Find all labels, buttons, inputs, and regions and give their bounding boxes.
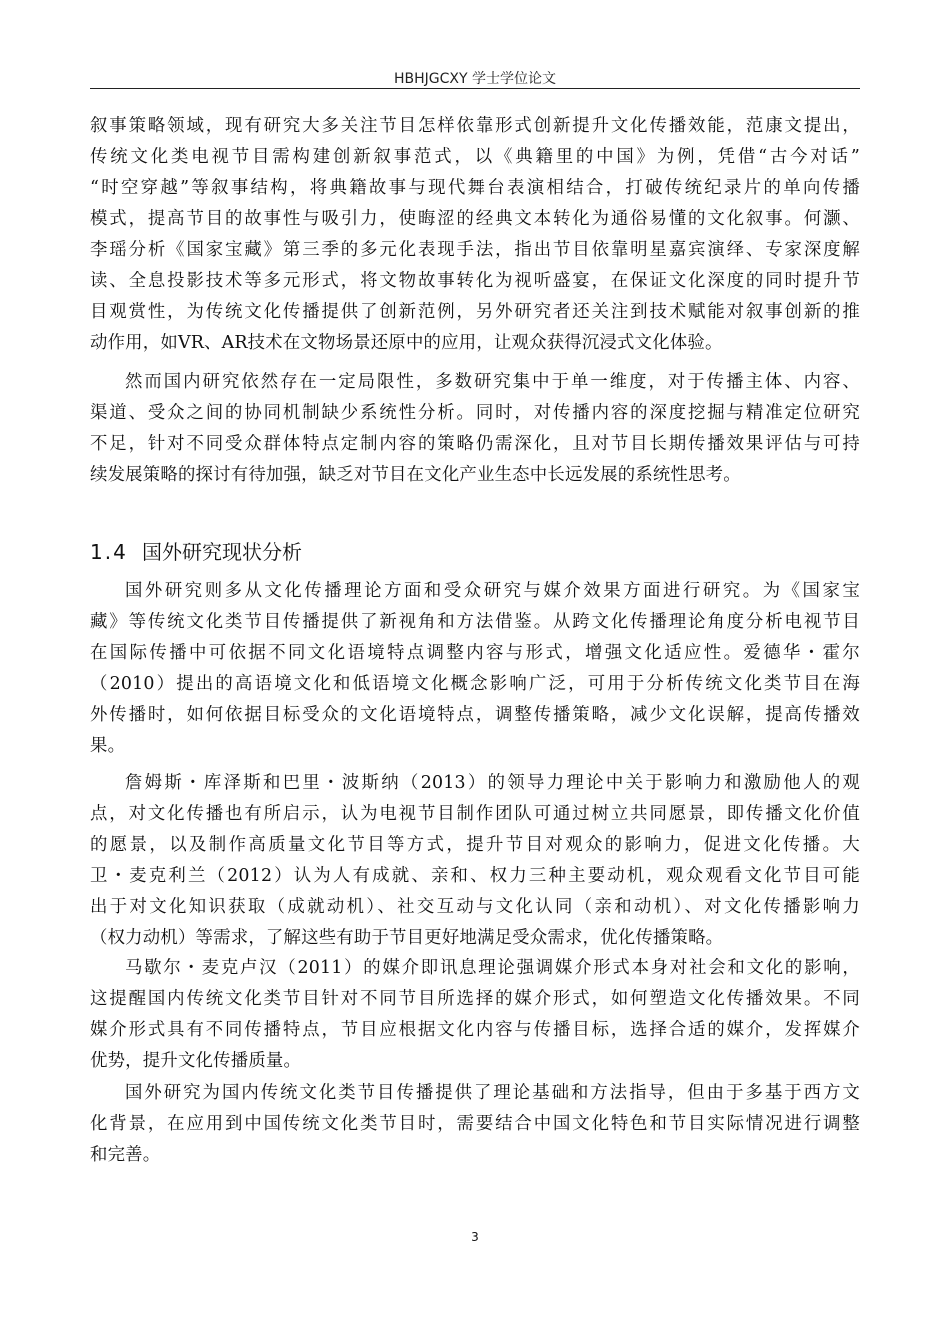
header-divider bbox=[90, 88, 860, 89]
page-number: 3 bbox=[471, 1230, 479, 1244]
section-number: 1.4 bbox=[90, 540, 128, 564]
text-line: 李瑶分析《国家宝藏》第三季的多元化表现手法，指出节目依靠明星嘉宾演绎、专家深度解 bbox=[90, 240, 860, 260]
paragraph-6 bbox=[90, 1078, 860, 1171]
text-line: 在国际传播中可依据不同文化语境特点调整内容与形式，增强文化适应性。爱德华・霍尔 bbox=[90, 643, 860, 663]
paragraph-2 bbox=[90, 367, 860, 491]
paragraph-5 bbox=[90, 953, 860, 1077]
section-heading bbox=[90, 538, 302, 566]
text-line: 藏》等传统文化类节目传播提供了新视角和方法借鉴。从跨文化传播理论角度分析电视节目 bbox=[90, 612, 860, 632]
text-line: 读、全息投影技术等多元形式，将文物故事转化为视听盛宴，在保证文化深度的同时提升节 bbox=[90, 271, 860, 291]
text-line: 果。 bbox=[90, 736, 126, 756]
text-line: 续发展策略的探讨有待加强，缺乏对节目在文化产业生态中长远发展的系统性思考。 bbox=[90, 465, 741, 485]
running-header: HBHJGCXY 学士学位论文 bbox=[393, 71, 556, 87]
text-line: 卫・麦克利兰（2012）认为人有成就、亲和、权力三种主要动机，观众观看文化节目可能 bbox=[90, 866, 860, 886]
text-line: 化背景，在应用到中国传统文化类节目时，需要结合中国文化特色和节目实际情况进行调整 bbox=[90, 1114, 860, 1134]
text-line: 国外研究则多从文化传播理论方面和受众研究与媒介效果方面进行研究。为《国家宝 bbox=[125, 581, 860, 601]
text-line: 国外研究为国内传统文化类节目传播提供了理论基础和方法指导，但由于多基于西方文 bbox=[125, 1083, 860, 1103]
text-line: “时空穿越”等叙事结构，将典籍故事与现代舞台表演相结合，打破传统纪录片的单向传播 bbox=[90, 178, 860, 198]
text-line: （权力动机）等需求，了解这些有助于节目更好地满足受众需求，优化传播策略。 bbox=[90, 928, 724, 948]
paragraph-1 bbox=[90, 111, 860, 359]
paragraph-3 bbox=[90, 576, 860, 762]
text-line: 不足，针对不同受众群体特点定制内容的策略仍需深化，且对节目长期传播效果评估与可持 bbox=[90, 434, 860, 454]
text-line: 和完善。 bbox=[90, 1145, 161, 1165]
text-line: 出于对文化知识获取（成就动机）、社交互动与文化认同（亲和动机）、对文化传播影响力 bbox=[90, 897, 860, 917]
text-line: 渠道、受众之间的协同机制缺少系统性分析。同时，对传播内容的深度挖掘与精准定位研究 bbox=[90, 403, 860, 423]
text-line: 目观赏性，为传统文化传播提供了创新范例，另外研究者还关注到技术赋能对叙事创新的推 bbox=[90, 302, 860, 322]
text-line: 模式，提高节目的故事性与吸引力，使晦涩的经典文本转化为通俗易懂的文化叙事。何灏、 bbox=[90, 209, 860, 229]
text-line: 的愿景，以及制作高质量文化节目等方式，提升节目对观众的影响力，促进文化传播。大 bbox=[90, 835, 860, 855]
text-line: 这提醒国内传统文化类节目针对不同节目所选择的媒介形式，如何塑造文化传播效果。不同 bbox=[90, 989, 860, 1009]
text-line: 马歇尔・麦克卢汉（2011）的媒介即讯息理论强调媒介形式本身对社会和文化的影响， bbox=[125, 958, 860, 978]
text-line: 点，对文化传播也有所启示，认为电视节目制作团队可通过树立共同愿景，即传播文化价值 bbox=[90, 804, 860, 824]
text-line: （2010）提出的高语境文化和低语境文化概念影响广泛，可用于分析传统文化类节目在海 bbox=[90, 674, 860, 694]
text-line: 传统文化类电视节目需构建创新叙事范式，以《典籍里的中国》为例，凭借“古今对话” bbox=[90, 147, 860, 167]
section-title: 国外研究现状分析 bbox=[142, 540, 302, 564]
text-line: 媒介形式具有不同传播特点，节目应根据文化内容与传播目标，选择合适的媒介，发挥媒介 bbox=[90, 1020, 860, 1040]
text-line: 詹姆斯・库泽斯和巴里・波斯纳（2013）的领导力理论中关于影响力和激励他人的观 bbox=[125, 773, 860, 793]
text-line: 叙事策略领域，现有研究大多关注节目怎样依靠形式创新提升文化传播效能，范康文提出， bbox=[90, 116, 860, 136]
text-line: 动作用，如VR、AR技术在文物场景还原中的应用，让观众获得沉浸式文化体验。 bbox=[90, 333, 723, 353]
text-line: 优势，提升文化传播质量。 bbox=[90, 1051, 302, 1071]
text-line: 外传播时，如何依据目标受众的文化语境特点，调整传播策略，减少文化误解，提高传播效 bbox=[90, 705, 860, 725]
text-line: 然而国内研究依然存在一定局限性，多数研究集中于单一维度，对于传播主体、内容、 bbox=[125, 372, 860, 392]
paragraph-4 bbox=[90, 768, 860, 954]
